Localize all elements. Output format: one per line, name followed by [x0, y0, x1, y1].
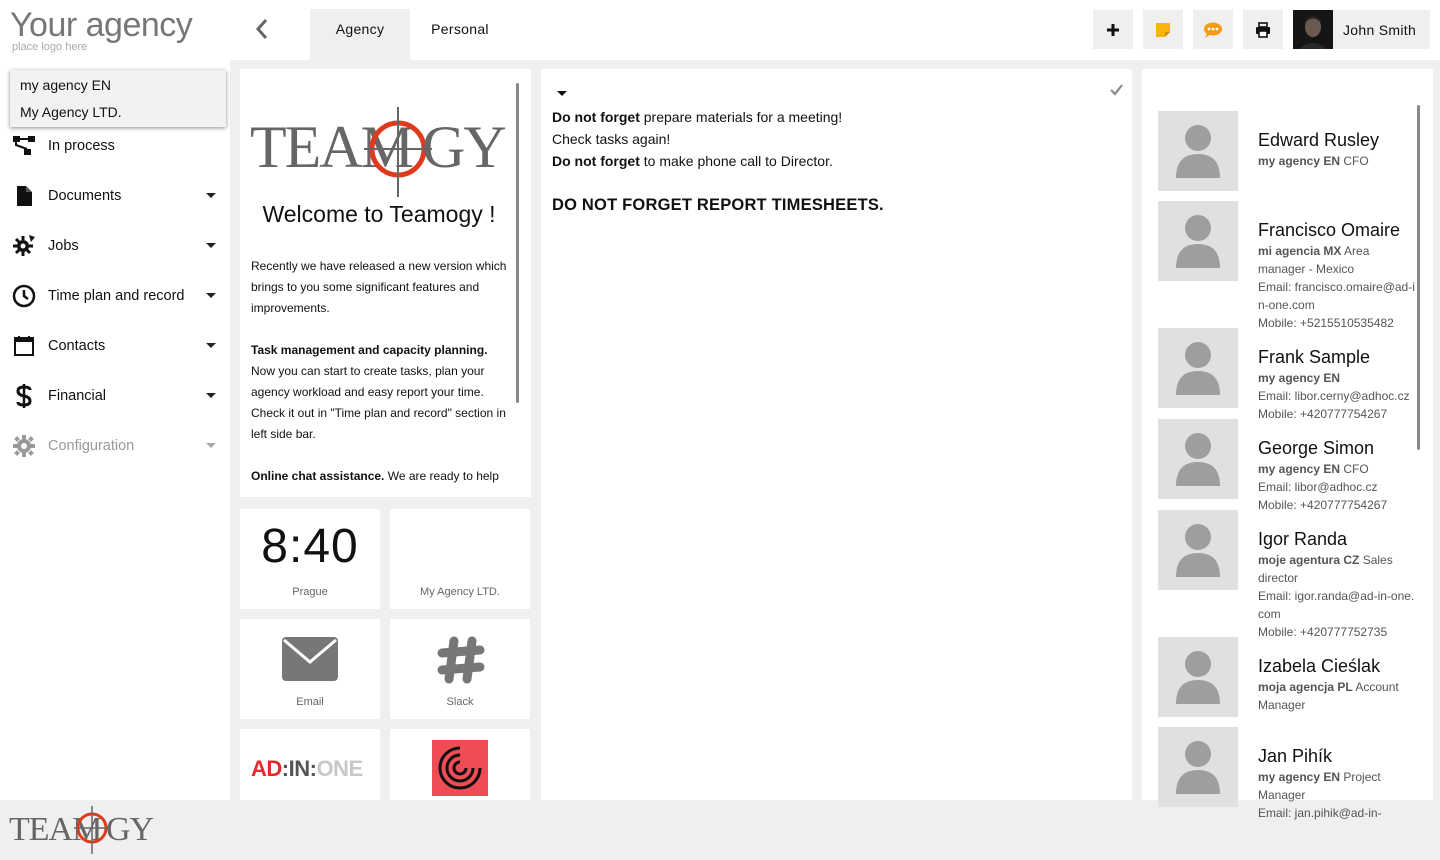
slack-tile[interactable] [390, 619, 530, 719]
person-placeholder-icon [1175, 650, 1221, 704]
sidebar [0, 60, 230, 848]
contact-info [1258, 437, 1420, 514]
sidebar-item-configuration[interactable] [0, 424, 230, 468]
sidebar-item-financial[interactable] [0, 374, 230, 418]
chevron-left-icon [255, 18, 269, 40]
contact-photo [1158, 727, 1238, 807]
contact-photo [1158, 201, 1238, 281]
sidebar-item-label: Documents [48, 188, 122, 204]
contact-agency: moje agentura CZ [1258, 553, 1360, 567]
person-placeholder-icon [1175, 214, 1221, 268]
agency-logo[interactable]: Your agency [10, 6, 193, 44]
sidebar-item-label: Configuration [48, 438, 135, 454]
contacts-panel [1142, 69, 1433, 820]
adinone-logo: AD:IN:ONE [251, 756, 363, 781]
agency-tile[interactable] [390, 509, 530, 609]
agency-tile-caption: My Agency LTD. [420, 586, 500, 598]
sticky-note-button[interactable] [1143, 10, 1183, 49]
agency-option[interactable]: my agency EN [20, 76, 112, 93]
contact-info [1258, 655, 1420, 714]
notes-headline: DO NOT FORGET REPORT TIMESHEETS. [552, 196, 884, 214]
contact-mobile[interactable]: Mobile: +420777752735 [1258, 625, 1388, 639]
chat-button[interactable] [1193, 10, 1233, 49]
contact-info [1258, 745, 1420, 822]
person-placeholder-icon [1175, 124, 1221, 178]
collapse-sidebar-button[interactable] [248, 14, 276, 44]
clock-time: 8:40 [261, 520, 359, 573]
print-button[interactable] [1243, 10, 1283, 49]
slack-caption: Slack [446, 696, 474, 708]
notes-panel[interactable] [541, 69, 1132, 800]
contact-role-line [1258, 152, 1420, 170]
contact-role: CFO [1340, 462, 1369, 476]
sidebar-item-in-process[interactable] [0, 124, 230, 168]
document-icon [12, 184, 36, 208]
slack-hash-icon [436, 635, 486, 685]
contact-mobile[interactable]: Mobile: +420777754267 [1258, 407, 1388, 421]
contact-info [1258, 528, 1420, 641]
sidebar-item-label: In process [48, 138, 115, 154]
contact-role: CFO [1340, 154, 1369, 168]
contact-name: Igor Randa [1258, 529, 1348, 549]
contact-agency: my agency EN [1258, 154, 1341, 168]
teamogy-logo [250, 105, 510, 197]
clock-icon [12, 284, 36, 308]
contact-email[interactable]: Email: jan.pihik@ad-in- [1258, 806, 1382, 820]
person-placeholder-icon [1175, 740, 1221, 794]
contact-mobile[interactable]: Mobile: +5215510535482 [1258, 316, 1394, 330]
toggl-tile[interactable] [390, 729, 530, 800]
welcome-scrollbar[interactable] [516, 83, 519, 403]
note-line: Check tasks again! [552, 131, 671, 147]
contact-role: Sales director [1258, 553, 1393, 585]
email-tile[interactable] [240, 619, 380, 719]
caret-down-icon [206, 243, 216, 248]
welcome-panel [240, 69, 531, 497]
caret-down-icon [206, 443, 216, 448]
contact-role-line [1258, 460, 1420, 478]
contact-email[interactable]: Email: francisco.omaire@ad-in-one.com [1258, 280, 1415, 312]
contact-role-line [1258, 242, 1420, 278]
welcome-text [251, 256, 509, 508]
sidebar-item-label: Contacts [48, 338, 106, 354]
contact-name: Jan Pihík [1258, 746, 1333, 766]
contact-name: George Simon [1258, 438, 1375, 458]
plus-icon [1106, 23, 1120, 37]
notes-text [552, 106, 842, 172]
notes-collapse-caret-icon[interactable] [557, 91, 567, 96]
sidebar-item-label: Time plan and record [48, 288, 185, 304]
user-name: John Smith [1343, 21, 1417, 38]
teamogy-footer-logo [8, 802, 158, 860]
tab-personal[interactable]: Personal [431, 21, 489, 37]
person-placeholder-icon [1175, 432, 1221, 486]
contact-role-line [1258, 768, 1420, 804]
adinone-tile[interactable] [240, 729, 380, 800]
welcome-paragraph: Online chat assistance. We are ready to help [251, 469, 499, 483]
svg-text:TEAM: TEAM [9, 811, 102, 848]
dollar-icon [12, 384, 36, 408]
target-app-icon [432, 740, 488, 796]
contact-agency: mi agencia MX [1258, 244, 1342, 258]
contact-name: Izabela Cieślak [1258, 656, 1381, 676]
note-line: Do not forget prepare materials for a meeting! [552, 109, 843, 125]
agency-option[interactable]: My Agency LTD. [20, 103, 122, 120]
contact-photo [1158, 111, 1238, 191]
sidebar-item-jobs[interactable] [0, 224, 230, 268]
welcome-paragraph: Task management and capacity planning. Now you can start to create tasks, plan your agency workload and easy report your time. Check it out in "Time plan and record" section in left side bar. [251, 343, 506, 441]
contact-photo [1158, 419, 1238, 499]
svg-text:TEAM: TEAM [250, 114, 412, 180]
top-bar [0, 0, 1440, 60]
caret-down-icon [206, 343, 216, 348]
contact-agency: my agency EN [1258, 770, 1341, 784]
email-caption: Email [296, 696, 324, 708]
contact-photo [1158, 510, 1238, 590]
sidebar-item-label: Financial [48, 388, 107, 404]
user-avatar [1293, 10, 1333, 49]
agency-logo-subtext: place logo here [12, 41, 88, 53]
note-line: Do not forget to make phone call to Director. [552, 153, 833, 169]
sticky-note-icon [1155, 22, 1171, 38]
contact-info [1258, 219, 1420, 332]
contact-name: Edward Rusley [1258, 130, 1380, 150]
contact-info [1258, 346, 1420, 423]
add-button[interactable] [1093, 10, 1133, 49]
person-placeholder-icon [1175, 341, 1221, 395]
caret-down-icon [206, 193, 216, 198]
contact-info [1258, 129, 1420, 170]
contact-agency: moja agencja PL [1258, 680, 1353, 694]
sidebar-item-time-plan[interactable] [0, 274, 230, 318]
contact-role: Account Manager [1258, 680, 1399, 712]
contact-mobile[interactable]: Mobile: +420777754267 [1258, 498, 1388, 512]
welcome-title: Welcome to Teamogy ! [262, 201, 496, 227]
contact-photo [1158, 328, 1238, 408]
contact-role-line [1258, 551, 1420, 587]
contact-photo [1158, 637, 1238, 717]
sidebar-item-label: Jobs [48, 238, 79, 254]
gear-icon [12, 434, 36, 458]
caret-down-icon [206, 393, 216, 398]
contact-agency: my agency EN [1258, 371, 1341, 385]
contact-agency: my agency EN [1258, 462, 1341, 476]
printer-icon [1255, 22, 1271, 38]
svg-text:GY: GY [106, 811, 154, 848]
tab-agency[interactable]: Agency [310, 9, 410, 60]
chat-bubble-icon [1203, 21, 1223, 39]
contact-name: Francisco Omaire [1258, 220, 1401, 240]
contact-role: Area manager - Mexico [1258, 244, 1370, 276]
envelope-icon [282, 637, 338, 681]
caret-down-icon [206, 293, 216, 298]
clock-tile[interactable] [240, 509, 380, 609]
clock-city: Prague [292, 586, 328, 598]
contact-email[interactable]: Email: libor@adhoc.cz [1258, 480, 1378, 494]
sidebar-item-documents[interactable] [0, 174, 230, 218]
checkmark-icon[interactable] [1110, 84, 1123, 95]
person-placeholder-icon [1175, 523, 1221, 577]
svg-text:GY: GY [422, 114, 505, 180]
jobs-gear-icon [12, 234, 36, 258]
contact-name: Frank Sample [1258, 347, 1371, 367]
contact-role: Project Manager [1258, 770, 1381, 802]
sidebar-item-contacts[interactable] [0, 324, 230, 368]
contact-role-line [1258, 369, 1420, 387]
calendar-icon [12, 334, 36, 358]
contact-email[interactable]: Email: libor.cerny@adhoc.cz [1258, 389, 1410, 403]
agency-switcher-dropdown [10, 70, 226, 127]
contact-email[interactable]: Email: igor.randa@ad-in-one.com [1258, 589, 1415, 621]
workflow-icon [12, 134, 36, 158]
user-menu[interactable] [1293, 10, 1430, 49]
welcome-paragraph: Recently we have released a new version which brings to you some significant features and improvements. [251, 259, 507, 315]
contact-role-line [1258, 678, 1420, 714]
